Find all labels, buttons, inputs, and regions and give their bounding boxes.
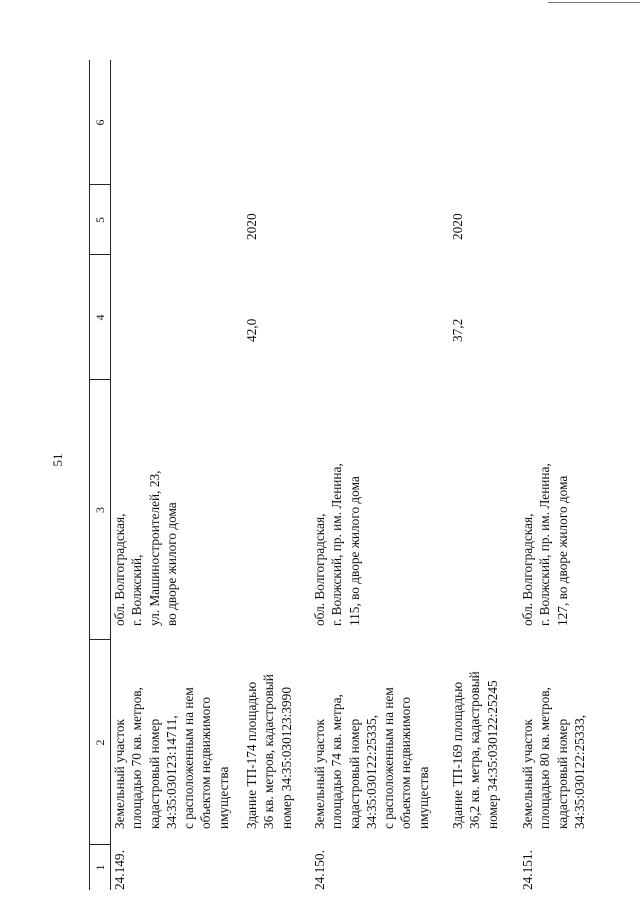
header-col-4: 4 <box>93 314 107 321</box>
page-number: 51 <box>50 453 65 467</box>
object-address: обл. Волгоградская, г. Волжский, пр. им. Ленина, 115, во дворе жилого дома <box>312 463 362 626</box>
header-col-3: 3 <box>93 507 107 513</box>
table-header <box>89 60 111 890</box>
object-area: 42,0 <box>244 318 259 342</box>
row-number: 24.150. <box>312 850 327 890</box>
object-year: 2020 <box>450 213 465 240</box>
object-description: Земельный участок площадью 74 кв. метра, кадастровый номер 34:35:030122:25335, с расположенным на нем объектом недвижимого имущества <box>312 687 431 829</box>
row-number: 24.151. <box>520 850 535 890</box>
object-address: обл. Волгоградская, г. Волжский, ул. Машиностроителей, 23, во дворе жилого дома <box>112 470 179 626</box>
object-year: 2020 <box>244 213 259 240</box>
object-description: Земельный участок площадью 80 кв. метров, кадастровый номер 34:35:030122:25333, <box>520 687 587 829</box>
object-address: обл. Волгоградская, г. Волжский, пр. им. Ленина, 127, во дворе жилого дома <box>520 463 570 626</box>
property-table <box>89 60 609 890</box>
object-area: 37,2 <box>450 318 465 342</box>
object-description: Здание ТП-174 площадью 36 кв. метров, кадастровый номер 34:35:030123:3990 <box>244 674 294 829</box>
header-col-1: 1 <box>93 864 107 871</box>
rotated-table-wrapper <box>89 60 609 890</box>
row-number: 24.149. <box>112 850 127 890</box>
header-col-2: 2 <box>93 739 107 746</box>
object-description: Здание ТП-169 площадью 36,2 кв. метра, кадастровый номер 34:35:030122:25245 <box>450 671 500 829</box>
header-col-6: 6 <box>93 119 107 126</box>
top-right-rule <box>548 2 640 3</box>
object-description: Земельный участок площадью 70 кв. метров, кадастровый номер 34:35:030123:14711, с расположенным на нем объектом недвижимого имущества <box>112 687 231 829</box>
header-col-5: 5 <box>93 217 107 223</box>
